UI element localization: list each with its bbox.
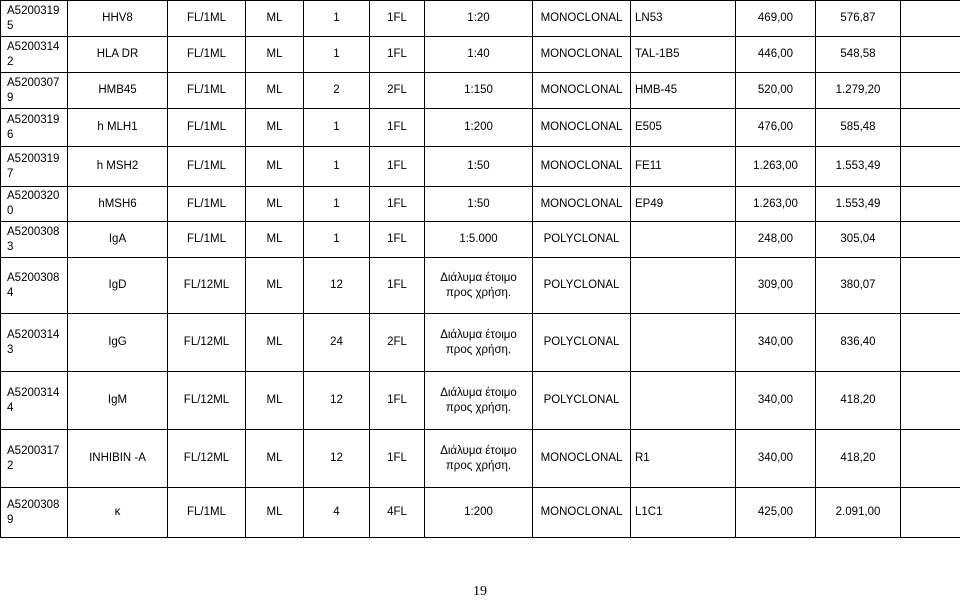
clone-cell: R1 <box>631 430 736 488</box>
pack-cell: 1FL <box>370 372 425 430</box>
unit-cell: ML <box>246 187 304 222</box>
clone-cell <box>631 372 736 430</box>
unit-cell: ML <box>246 488 304 538</box>
clonality-cell: MONOCLONAL <box>533 430 631 488</box>
name-cell: IgM <box>68 372 168 430</box>
unit-cell: ML <box>246 37 304 73</box>
empty-cell <box>901 258 960 314</box>
empty-cell <box>901 187 960 222</box>
pack-cell: 1FL <box>370 109 425 147</box>
empty-cell <box>901 430 960 488</box>
pack-cell: 1FL <box>370 187 425 222</box>
form-cell: FL/1ML <box>168 109 246 147</box>
name-cell: IgG <box>68 314 168 372</box>
price-total-cell: 576,87 <box>816 1 901 37</box>
clonality-cell: MONOCLONAL <box>533 73 631 109</box>
form-cell: FL/12ML <box>168 430 246 488</box>
clone-cell: TAL-1B5 <box>631 37 736 73</box>
empty-cell <box>901 109 960 147</box>
price-total-cell: 2.091,00 <box>816 488 901 538</box>
price-total-cell: 836,40 <box>816 314 901 372</box>
form-cell: FL/1ML <box>168 37 246 73</box>
price-total-cell: 380,07 <box>816 258 901 314</box>
form-cell: FL/1ML <box>168 73 246 109</box>
unit-cell: ML <box>246 372 304 430</box>
clone-cell <box>631 258 736 314</box>
dilution-cell: 1:50 <box>425 187 533 222</box>
name-cell: HHV8 <box>68 1 168 37</box>
pack-cell: 1FL <box>370 1 425 37</box>
empty-cell <box>901 147 960 187</box>
price-cell: 1.263,00 <box>736 187 816 222</box>
form-cell: FL/12ML <box>168 372 246 430</box>
dilution-cell: Διάλυμα έτοιμο προς χρήση. <box>425 372 533 430</box>
price-cell: 425,00 <box>736 488 816 538</box>
table-row <box>1 314 960 372</box>
price-cell: 248,00 <box>736 222 816 258</box>
form-cell: FL/1ML <box>168 488 246 538</box>
unit-cell: ML <box>246 222 304 258</box>
pack-cell: 2FL <box>370 314 425 372</box>
qty-cell: 1 <box>304 37 370 73</box>
dilution-cell: Διάλυμα έτοιμο προς χρήση. <box>425 258 533 314</box>
clonality-cell: MONOCLONAL <box>533 147 631 187</box>
form-cell: FL/1ML <box>168 187 246 222</box>
name-cell: INHIBIN -A <box>68 430 168 488</box>
clonality-cell: MONOCLONAL <box>533 488 631 538</box>
price-cell: 446,00 <box>736 37 816 73</box>
empty-cell <box>901 222 960 258</box>
form-cell: FL/1ML <box>168 222 246 258</box>
dilution-cell: 1:50 <box>425 147 533 187</box>
form-cell: FL/1ML <box>168 147 246 187</box>
code-cell: A52003089 <box>1 488 68 538</box>
empty-cell <box>901 372 960 430</box>
code-cell: A52003084 <box>1 258 68 314</box>
price-total-cell: 418,20 <box>816 430 901 488</box>
price-total-cell: 305,04 <box>816 222 901 258</box>
pack-cell: 1FL <box>370 37 425 73</box>
empty-cell <box>901 73 960 109</box>
price-total-cell: 1.279,20 <box>816 73 901 109</box>
price-cell: 520,00 <box>736 73 816 109</box>
dilution-cell: Διάλυμα έτοιμο προς χρήση. <box>425 430 533 488</box>
clonality-cell: MONOCLONAL <box>533 37 631 73</box>
empty-cell <box>901 488 960 538</box>
table-row <box>1 372 960 430</box>
unit-cell: ML <box>246 73 304 109</box>
table-row <box>1 73 960 109</box>
dilution-cell: Διάλυμα έτοιμο προς χρήση. <box>425 314 533 372</box>
empty-cell <box>901 1 960 37</box>
code-cell: A52003083 <box>1 222 68 258</box>
price-cell: 340,00 <box>736 372 816 430</box>
qty-cell: 1 <box>304 187 370 222</box>
clonality-cell: POLYCLONAL <box>533 372 631 430</box>
code-cell: A52003200 <box>1 187 68 222</box>
unit-cell: ML <box>246 147 304 187</box>
unit-cell: ML <box>246 109 304 147</box>
clonality-cell: POLYCLONAL <box>533 314 631 372</box>
price-total-cell: 585,48 <box>816 109 901 147</box>
table-row <box>1 430 960 488</box>
pack-cell: 1FL <box>370 430 425 488</box>
unit-cell: ML <box>246 314 304 372</box>
table-row <box>1 488 960 538</box>
pack-cell: 1FL <box>370 147 425 187</box>
name-cell: IgA <box>68 222 168 258</box>
price-total-cell: 548,58 <box>816 37 901 73</box>
dilution-cell: 1:200 <box>425 488 533 538</box>
name-cell: h MSH2 <box>68 147 168 187</box>
qty-cell: 1 <box>304 222 370 258</box>
dilution-cell: 1:20 <box>425 1 533 37</box>
pack-cell: 4FL <box>370 488 425 538</box>
name-cell: hMSH6 <box>68 187 168 222</box>
unit-cell: ML <box>246 258 304 314</box>
clone-cell <box>631 222 736 258</box>
code-cell: A52003142 <box>1 37 68 73</box>
table-row <box>1 109 960 147</box>
table-row <box>1 258 960 314</box>
table-body <box>1 1 960 538</box>
name-cell: HMB45 <box>68 73 168 109</box>
code-cell: A52003144 <box>1 372 68 430</box>
unit-cell: ML <box>246 430 304 488</box>
qty-cell: 1 <box>304 1 370 37</box>
table-row <box>1 1 960 37</box>
unit-cell: ML <box>246 1 304 37</box>
clonality-cell: POLYCLONAL <box>533 258 631 314</box>
price-total-cell: 1.553,49 <box>816 147 901 187</box>
table-row <box>1 147 960 187</box>
price-cell: 340,00 <box>736 430 816 488</box>
name-cell: HLA DR <box>68 37 168 73</box>
qty-cell: 1 <box>304 147 370 187</box>
clone-cell: E505 <box>631 109 736 147</box>
code-cell: A52003172 <box>1 430 68 488</box>
pack-cell: 1FL <box>370 222 425 258</box>
clone-cell <box>631 314 736 372</box>
pack-cell: 1FL <box>370 258 425 314</box>
price-cell: 1.263,00 <box>736 147 816 187</box>
dilution-cell: 1:5.000 <box>425 222 533 258</box>
dilution-cell: 1:200 <box>425 109 533 147</box>
name-cell: h MLH1 <box>68 109 168 147</box>
code-cell: A52003197 <box>1 147 68 187</box>
qty-cell: 12 <box>304 258 370 314</box>
qty-cell: 12 <box>304 430 370 488</box>
clonality-cell: MONOCLONAL <box>533 1 631 37</box>
table-row <box>1 222 960 258</box>
qty-cell: 12 <box>304 372 370 430</box>
clonality-cell: POLYCLONAL <box>533 222 631 258</box>
table-row <box>1 37 960 73</box>
price-cell: 476,00 <box>736 109 816 147</box>
price-total-cell: 1.553,49 <box>816 187 901 222</box>
price-cell: 340,00 <box>736 314 816 372</box>
code-cell: A52003196 <box>1 109 68 147</box>
page-number: 19 <box>473 584 487 599</box>
clone-cell: LN53 <box>631 1 736 37</box>
price-total-cell: 418,20 <box>816 372 901 430</box>
clonality-cell: MONOCLONAL <box>533 109 631 147</box>
form-cell: FL/12ML <box>168 314 246 372</box>
qty-cell: 2 <box>304 73 370 109</box>
table-row <box>1 187 960 222</box>
empty-cell <box>901 37 960 73</box>
price-cell: 309,00 <box>736 258 816 314</box>
name-cell: κ <box>68 488 168 538</box>
form-cell: FL/1ML <box>168 1 246 37</box>
clone-cell: FE11 <box>631 147 736 187</box>
code-cell: A52003143 <box>1 314 68 372</box>
qty-cell: 24 <box>304 314 370 372</box>
dilution-cell: 1:40 <box>425 37 533 73</box>
clonality-cell: MONOCLONAL <box>533 187 631 222</box>
dilution-cell: 1:150 <box>425 73 533 109</box>
code-cell: A52003079 <box>1 73 68 109</box>
qty-cell: 1 <box>304 109 370 147</box>
clone-cell: L1C1 <box>631 488 736 538</box>
empty-cell <box>901 314 960 372</box>
pack-cell: 2FL <box>370 73 425 109</box>
form-cell: FL/12ML <box>168 258 246 314</box>
name-cell: IgD <box>68 258 168 314</box>
price-cell: 469,00 <box>736 1 816 37</box>
code-cell: A52003195 <box>1 1 68 37</box>
clone-cell: HMB-45 <box>631 73 736 109</box>
qty-cell: 4 <box>304 488 370 538</box>
clone-cell: EP49 <box>631 187 736 222</box>
